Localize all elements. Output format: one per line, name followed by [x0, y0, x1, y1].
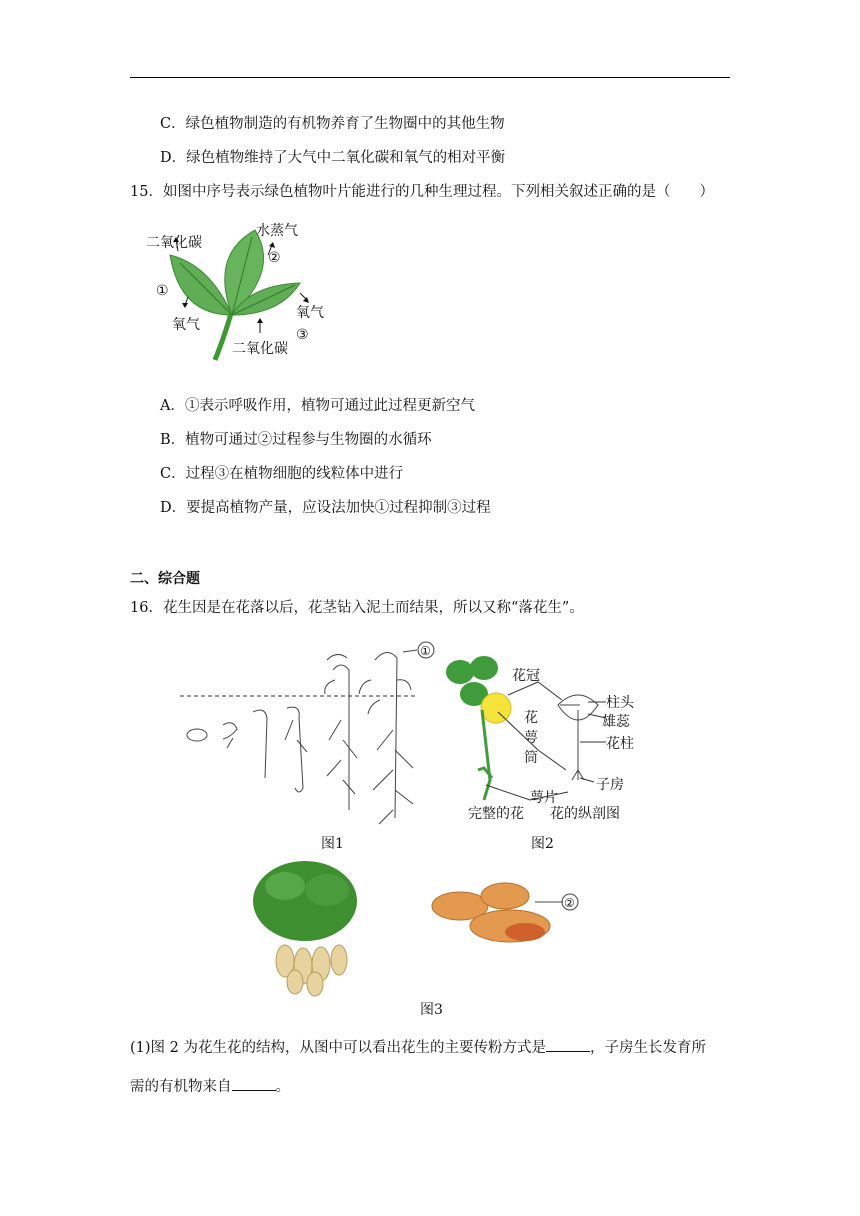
label-stamen: 雄蕊: [602, 714, 630, 730]
label-co2-bottom: 二氧化碳: [232, 341, 288, 357]
q15-stem: 15．如图中序号表示绿色植物叶片能进行的几种生理过程。下列相关叙述正确的是（ ）: [130, 184, 714, 200]
q16-sub1-text-d: 。: [275, 1079, 290, 1095]
label-num-3: ③: [296, 327, 309, 343]
label-style: 花柱: [606, 736, 634, 752]
q16-sub1-text-a: (1)图 2 为花生花的结构，从图中可以看出花生的主要传粉方式是: [130, 1040, 546, 1056]
label-o2-left: 氧气: [172, 317, 200, 333]
q14-option-d: D．绿色植物维持了大气中二氧化碳和氧气的相对平衡: [160, 150, 506, 166]
label-stigma: 柱头: [606, 695, 634, 711]
label-corolla: 花冠: [512, 668, 540, 684]
q16-sub1-text-b: ，子房生长发育所: [589, 1040, 706, 1056]
section-title: 二、综合题: [130, 571, 200, 587]
label-whole-flower: 完整的花: [468, 806, 524, 822]
fig1-caption: 图1: [321, 836, 344, 852]
q14-option-c: C．绿色植物制造的有机物养育了生物圈中的其他生物: [160, 116, 505, 132]
fig2-caption: 图2: [531, 836, 554, 852]
q15-option-c: C．过程③在植物细胞的线粒体中进行: [160, 466, 404, 482]
label-num-1: ①: [156, 283, 169, 299]
label-calyx-tube-1: 花: [524, 710, 538, 726]
label-sepal: 萼片: [530, 790, 558, 806]
q16-figure-3: [245, 856, 590, 1021]
label-water-vapor: 水蒸气: [256, 223, 298, 239]
q16-stem: 16．花生因是在花落以后，花茎钻入泥土而结果，所以又称“落花生”。: [130, 600, 584, 616]
fig3-caption: 图3: [420, 1002, 443, 1018]
q15-option-d: D．要提高植物产量，应设法加快①过程抑制③过程: [160, 500, 491, 516]
fig3-marker-2: ②: [564, 896, 575, 910]
q16-figure-1: [175, 640, 440, 855]
label-o2-right: 氧气: [296, 305, 324, 321]
q15-option-b: B．植物可通过②过程参与生物圈的水循环: [160, 432, 432, 448]
fig1-marker-1: ①: [420, 644, 431, 658]
label-num-2: ②: [268, 250, 281, 266]
q15-option-a: A．①表示呼吸作用，植物可通过此过程更新空气: [160, 398, 475, 414]
label-calyx-tube-3: 筒: [524, 750, 538, 766]
answer-blank-2[interactable]: [232, 1076, 276, 1091]
q16-sub1-text-c: 需的有机物来自: [130, 1079, 232, 1095]
label-calyx-tube-2: 萼: [524, 730, 538, 746]
q16-sub1-line1: [130, 1036, 706, 1057]
q16-figure-2: [438, 650, 663, 855]
answer-blank-1[interactable]: [546, 1037, 590, 1052]
label-co2-top: 二氧化碳: [146, 235, 202, 251]
q15-leaf-figure: [140, 215, 340, 365]
header-rule: [130, 77, 730, 78]
label-ovary: 子房: [596, 777, 624, 793]
q16-sub1-line2: [130, 1075, 290, 1096]
label-flower-section: 花的纵剖图: [550, 806, 620, 822]
